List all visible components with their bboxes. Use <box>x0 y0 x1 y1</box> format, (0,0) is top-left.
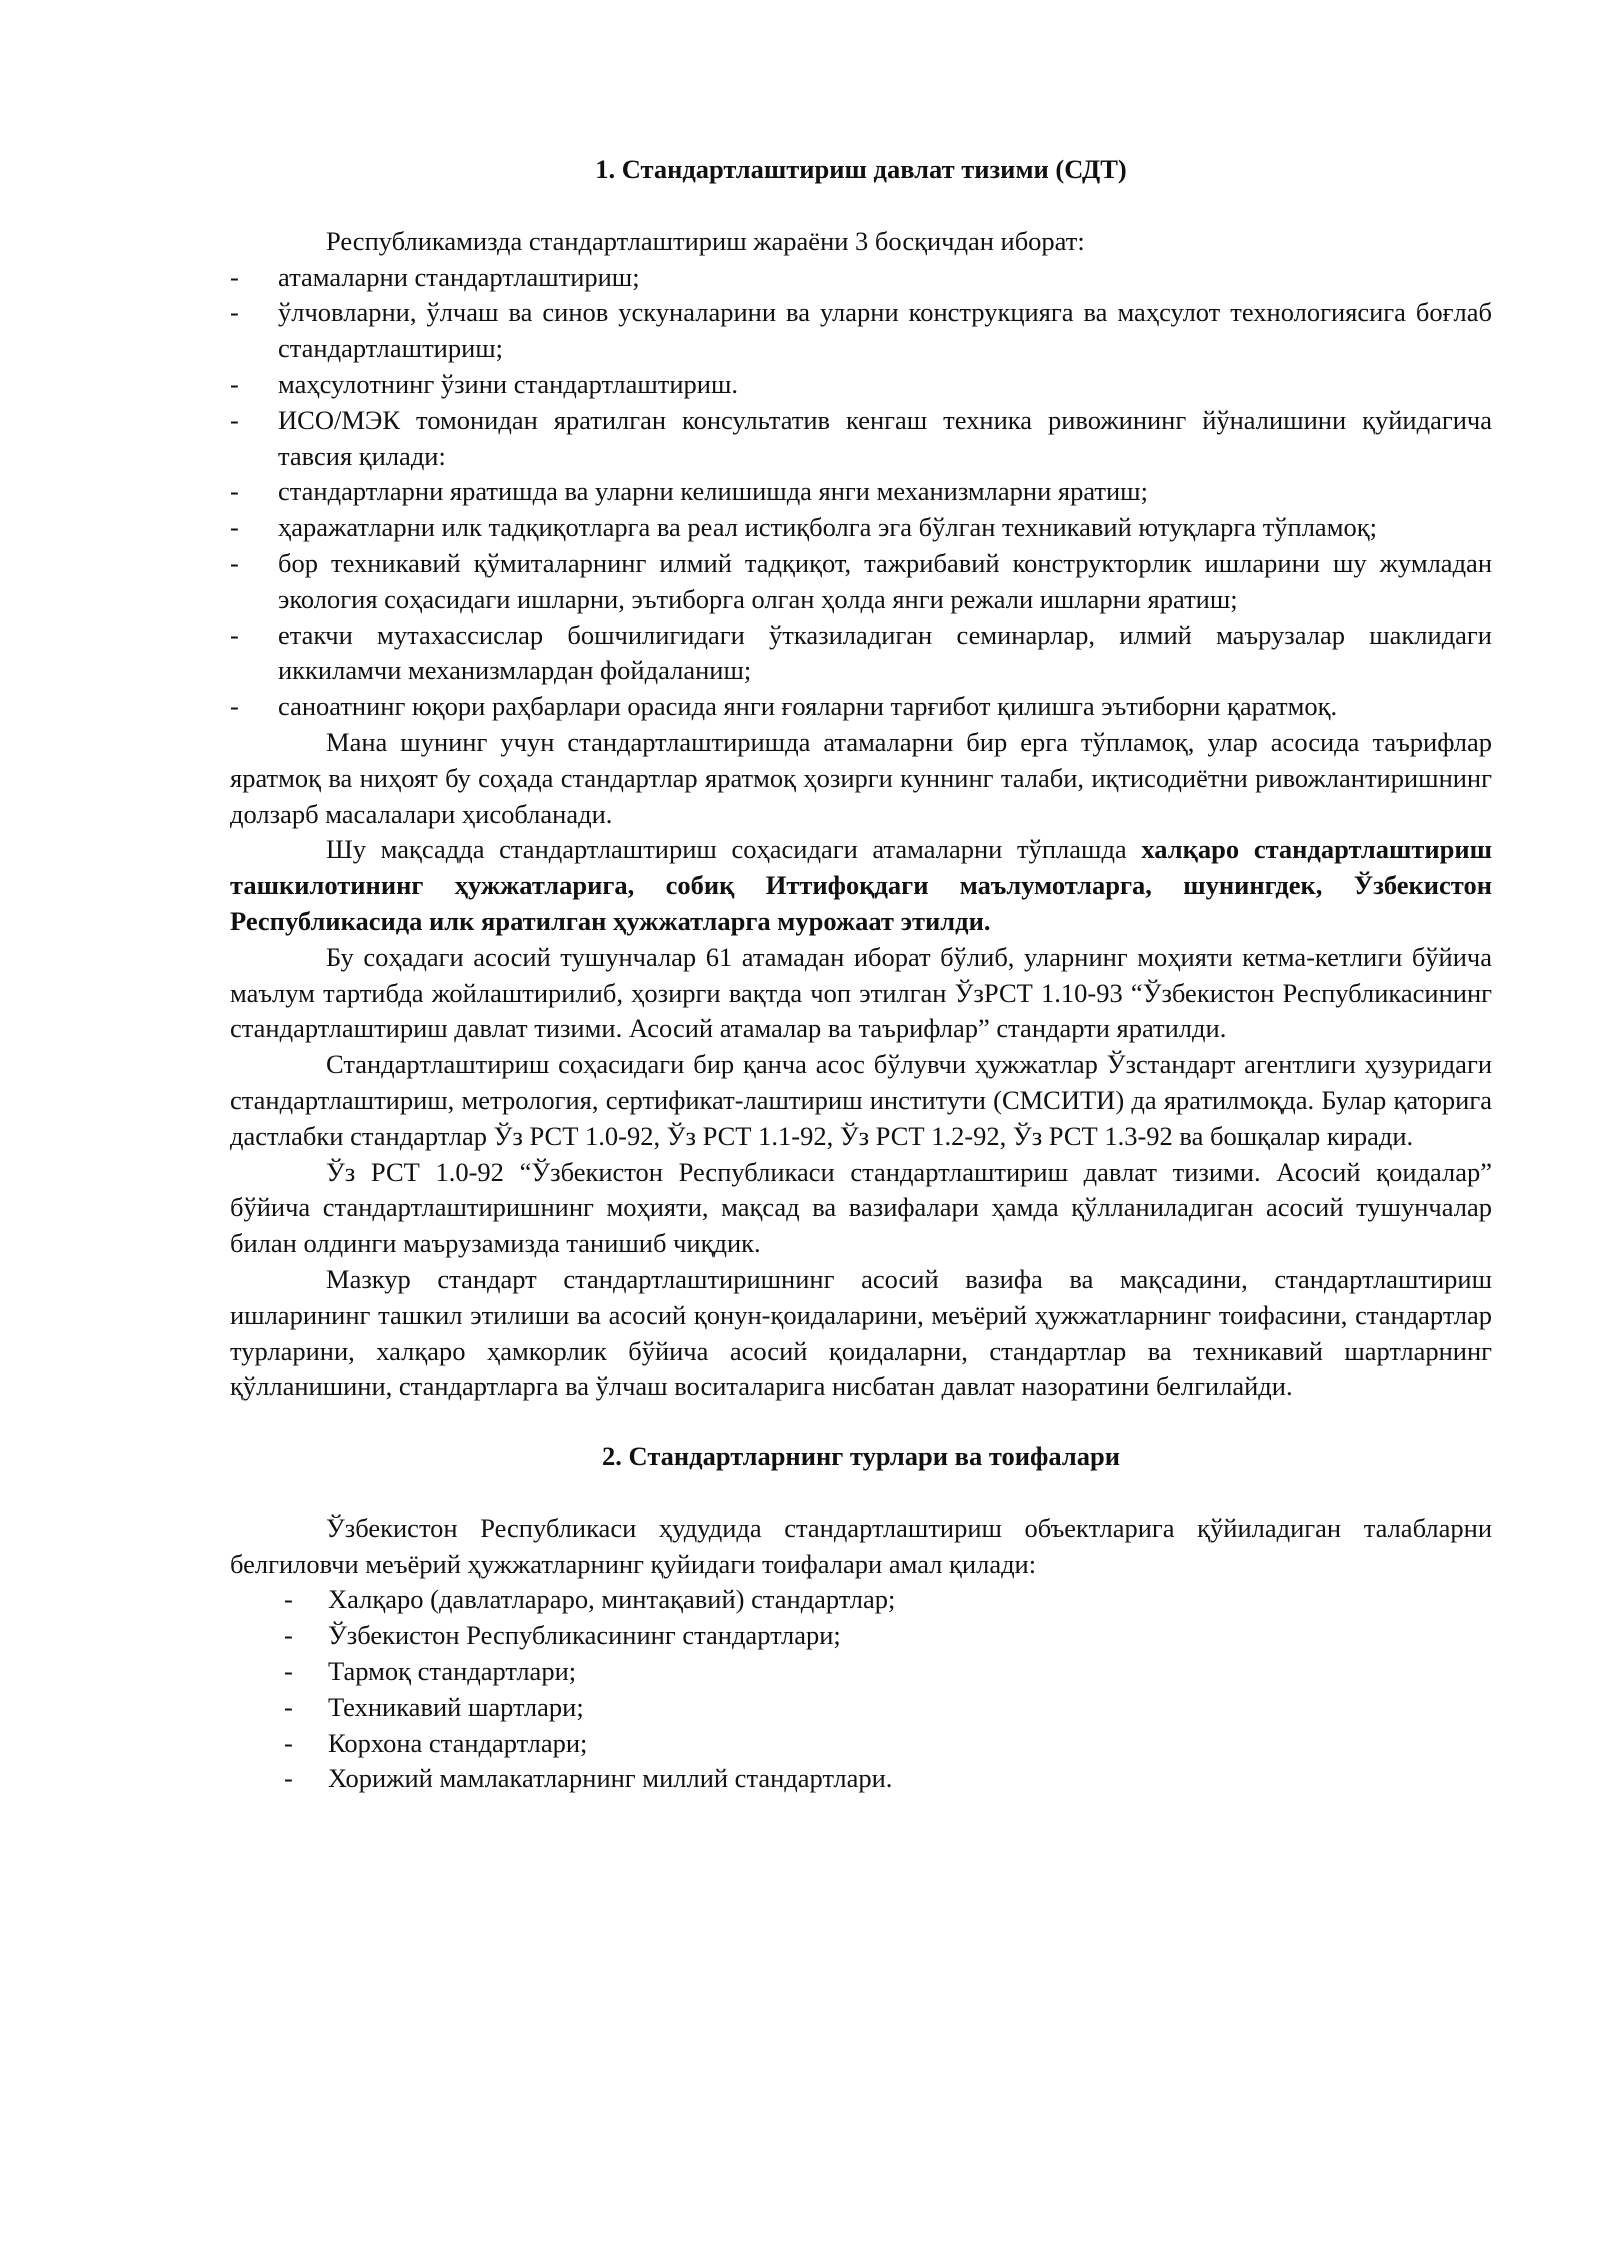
section-2-intro: Ўзбекистон Республикаси ҳудудида стандартлаштириш объектларига қўйиладиган талабларни белгиловчи меъёрий ҳужжатларнинг қуйидаги тоифалари амал қилади: <box>230 1512 1492 1579</box>
section-1-title: 1. Стандартлаштириш давлат тизими (СДТ) <box>595 154 1127 184</box>
paragraph-3: Бу соҳадаги асосий тушунчалар 61 атамадан иборат бўлиб, уларнинг моҳияти кетма-кетлиги бўйича маълум тартибда жойлаштирилиб, ҳозирги вақтда чоп этилган ЎзРСТ 1.10-93 “Ўзбекистон Республикасининг стандартлаштириш давлат тизими. Асосий атамалар ва таърифлар” стандарти яратилди. <box>230 941 1492 1044</box>
section-2-list <box>230 1582 1492 1797</box>
list-item: - маҳсулотнинг ўзини стандартлаштириш. <box>230 367 1492 403</box>
section-1-intro: Республикамизда стандартлаштириш жараёни 3 босқичдан иборат: <box>326 225 1085 256</box>
paragraph-2 <box>230 832 1492 939</box>
document-body <box>230 152 1492 1797</box>
paragraph-5: Ўз РСТ 1.0-92 “Ўзбекистон Республикаси стандартлаштириш давлат тизими. Асосий қоидалар” бўйича стандартлаштиришнинг моҳияти, мақсад ва вазифалари ҳамда қўлланиладиган асосий тушунчалар билан олдинги маърузамизда танишиб чиқдик. <box>230 1156 1492 1259</box>
list-item: - ИСО/МЭК томонидан яратилган консультатив кенгаш техника ривожининг йўналишини қуйидагича тавсия қилади: <box>230 403 1492 475</box>
list-item: - Хорижий мамлакатларнинг миллий стандартлари. <box>230 1761 1492 1797</box>
list-item: - атамаларни стандартлаштириш; <box>230 260 1492 296</box>
paragraph-6: Мазкур стандарт стандартлаштиришнинг асосий вазифа ва мақсадини, стандартлаштириш ишларининг ташкил этилиши ва асосий қонун-қоидаларини, меъёрий ҳужжатларнинг тоифасини, стандартлар турларини, халқаро ҳамкорлик бўйича асосий қоидаларни, стандартлар ва техникавий шартларнинг қўлланишини, стандартларга ва ўлчаш воситаларига нисбатан давлат назоратини белгилайди. <box>230 1263 1492 1402</box>
list-item: - Ўзбекистон Республикасининг стандартлари; <box>230 1618 1492 1654</box>
section-2-title: 2. Стандартларнинг турлари ва тоифалари <box>602 1441 1120 1472</box>
paragraph-1: Мана шунинг учун стандартлаштиришда атамаларни бир ерга тўпламоқ, улар асосида таърифлар яратмоқ ва ниҳоят бу соҳада стандартлар яратмоқ ҳозирги куннинг талаби, иқтисодиётни ривожлантиришнинг долзарб масалалари ҳисобланади. <box>230 726 1492 829</box>
list-item: - етакчи мутахассислар бошчилигидаги ўтказиладиган семинарлар, илмий маърузалар шаклидаги иккиламчи механизмлардан фойдаланиш; <box>230 618 1492 690</box>
list-item: - саноатнинг юқори раҳбарлари орасида янги ғояларни тарғибот қилишга эътиборни қаратмоқ. <box>230 689 1492 725</box>
paragraph-2-text: Шу мақсадда стандартлаштириш соҳасидаги атамаларни тўплашда <box>326 834 1142 865</box>
list-item: - ҳаражатларни илк тадқиқотларга ва реал истиқболга эга бўлган техникавий ютуқларга тўпламоқ; <box>230 510 1492 546</box>
list-item: - бор техникавий қўмиталарнинг илмий тадқиқот, тажрибавий конструкторлик ишларини шу жумладан экология соҳасидаги ишларни, эътиборга олган ҳолда янги режали ишларни яратиш; <box>230 546 1492 618</box>
list-item: - Халқаро (давлатлараро, минтақавий) стандартлар; <box>230 1582 1492 1618</box>
list-item: - стандартларни яратишда ва уларни келишишда янги механизмларни яратиш; <box>230 474 1492 510</box>
list-item: - Корхона стандартлари; <box>230 1726 1492 1762</box>
list-item: - Техникавий шартлари; <box>230 1690 1492 1726</box>
paragraph-4: Стандартлаштириш соҳасидаги бир қанча асос бўлувчи ҳужжатлар Ўзстандарт агентлиги ҳузуридаги стандартлаштириш, метрология, сертификат-лаштириш институти (СМСИТИ) да яратилмоқда. Булар қаторига дастлабки стандартлар Ўз РСТ 1.0-92, Ўз РСТ 1.1-92, Ўз РСТ 1.2-92, Ўз РСТ 1.3-92 ва бошқалар киради. <box>230 1049 1492 1151</box>
list-item: - Тармоқ стандартлари; <box>230 1654 1492 1690</box>
paragraph-2-bold-text: халқаро стандартлаштириш ташкилотининг ҳужжатларига, собиқ Иттифоқдаги маълумотларга, шунингдек, Ўзбекистон Республикасида илк яратилган ҳужжатларга мурожаат этилди. <box>230 834 1492 936</box>
section-1-list <box>230 260 1492 725</box>
list-item: - ўлчовларни, ўлчаш ва синов ускуналарини ва уларни конструкцияга ва маҳсулот технологиясига боғлаб стандартлаштириш; <box>230 295 1492 367</box>
